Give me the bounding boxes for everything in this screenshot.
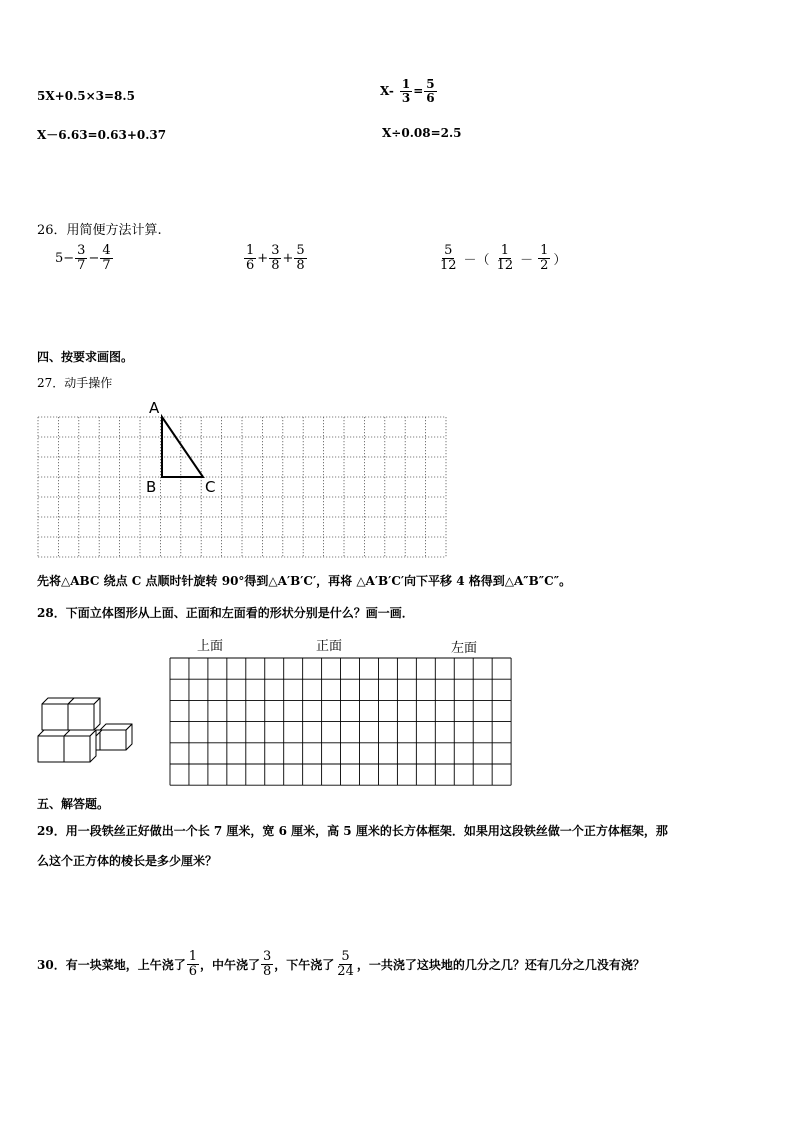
equation-4: X÷0.08=2.5: [382, 126, 462, 140]
denominator: 8: [263, 963, 272, 979]
section-4-heading: 四、按要求画图。: [37, 350, 134, 364]
q26-title: 26．用简便方法计算.: [37, 223, 162, 238]
expression-text: 5−: [55, 250, 75, 266]
numerator: 5: [341, 949, 350, 964]
q30-part-2: ，中午浇了: [199, 957, 260, 972]
q30-text: [37, 950, 645, 978]
denominator: 3: [401, 90, 411, 105]
numerator: 5: [296, 243, 305, 258]
equation-1: 5X+0.5×3=8.5: [37, 89, 135, 103]
close-paren: ）: [553, 252, 567, 268]
denominator: 7: [77, 257, 86, 273]
denominator: 24: [337, 963, 354, 979]
numerator: 3: [271, 243, 280, 258]
solid-grid-lines: [170, 658, 511, 785]
denominator: 8: [271, 257, 280, 273]
numerator: 1: [500, 243, 509, 258]
vertex-label-b: B: [146, 478, 157, 496]
denominator: 8: [296, 257, 305, 273]
equals-sign: =: [413, 84, 424, 99]
numerator: 4: [102, 243, 111, 258]
denominator: 7: [102, 257, 111, 273]
operator: +: [282, 250, 294, 266]
q29-line-2: 么这个正方体的棱长是多少厘米？: [37, 854, 218, 868]
equation-3: X－6.63=0.63+0.37: [37, 128, 167, 142]
q30-part-1: 30．有一块菜地，上午浇了: [37, 957, 186, 972]
q27-instruction: 先将△ABC 绕点 C 点顺时针旋转 90°得到△A′B′C′，再将 △A′B′C′向下平移 4 格得到△A″B″C″。: [37, 574, 572, 588]
fraction: [261, 950, 273, 978]
numerator: 3: [77, 243, 86, 258]
numerator: 1: [188, 949, 197, 964]
view-label-top: 上面: [197, 639, 224, 654]
operator: +: [257, 250, 269, 266]
q29-line-1: 29．用一段铁丝正好做出一个长 7 厘米，宽 6 厘米，高 5 厘米的长方体框架．如果用这段铁丝做一个正方体框架，那: [37, 824, 668, 838]
view-label-front: 正面: [316, 639, 343, 654]
q27-title: 27．动手操作: [37, 376, 113, 390]
numerator: 5: [426, 77, 435, 91]
fraction: [335, 950, 356, 978]
vertex-label-a: A: [149, 399, 160, 417]
q28-title: 28．下面立体图形从上面、正面和左面看的形状分别是什么？画一画．: [37, 606, 414, 620]
denominator: 6: [426, 90, 435, 105]
denominator: 2: [540, 257, 549, 273]
numerator: 5: [444, 243, 453, 258]
denominator: 6: [188, 963, 197, 979]
operator: −: [88, 250, 100, 266]
equation-2-prefix: X-: [380, 84, 394, 99]
operator: －（: [463, 252, 490, 268]
numerator: 1: [401, 77, 411, 91]
section-5-heading: 五、解答题。: [37, 797, 110, 811]
view-label-left: 左面: [451, 641, 478, 656]
operator: －: [520, 252, 534, 268]
denominator: 6: [246, 257, 255, 273]
fraction: [187, 950, 199, 978]
denominator: 12: [496, 257, 514, 273]
numerator: 1: [540, 243, 549, 258]
q30-part-4: ，一共浇了这块地的几分之几？还有几分之几没有浇？: [356, 957, 645, 972]
numerator: 1: [246, 243, 255, 258]
numerator: 3: [263, 949, 272, 964]
q30-part-3: ，下午浇了: [274, 957, 335, 972]
denominator: 12: [440, 257, 457, 273]
vertex-label-c: C: [205, 478, 216, 496]
